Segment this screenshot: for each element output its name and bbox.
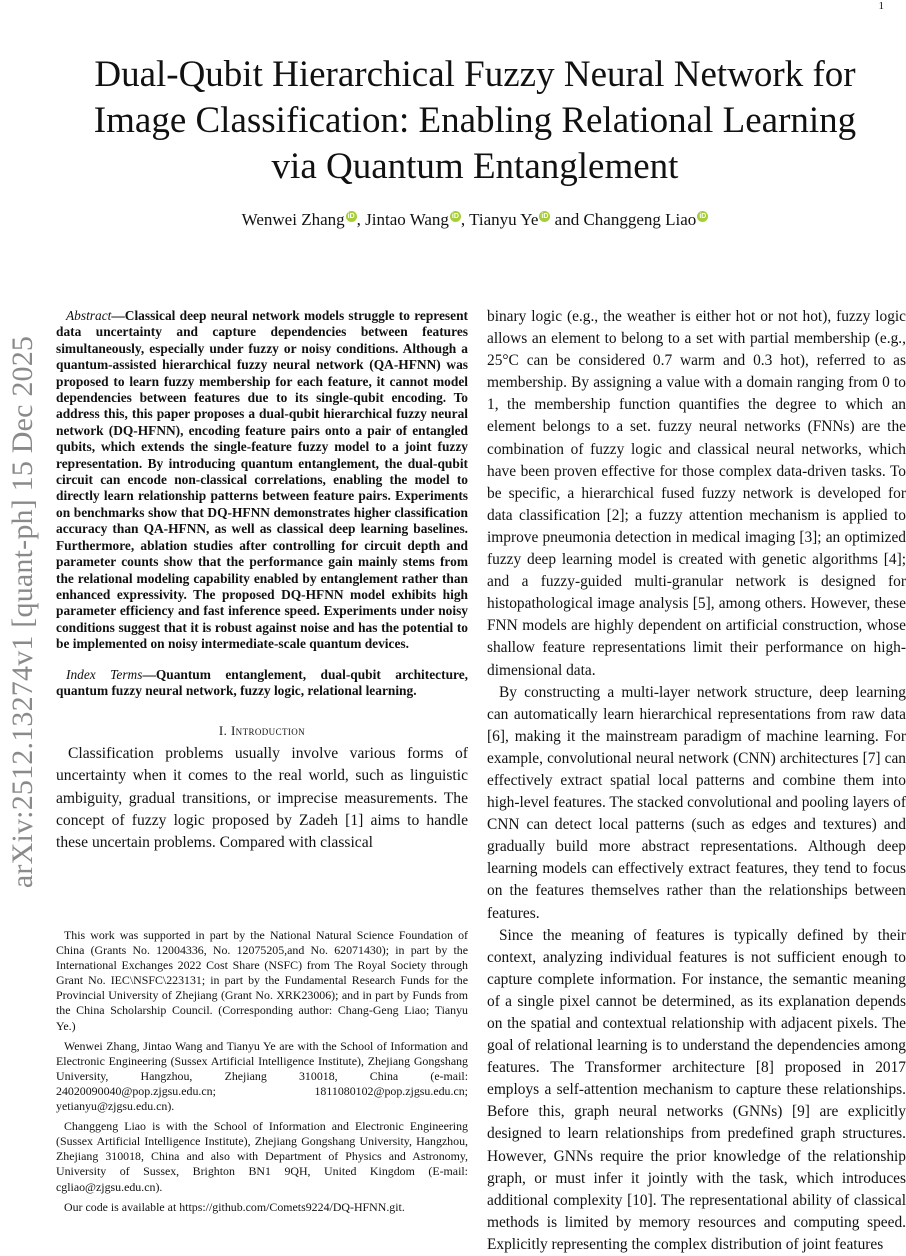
author-name: Tianyu Ye — [469, 210, 539, 229]
title-line: Dual-Qubit Hierarchical Fuzzy Neural Network for — [94, 54, 856, 95]
footnote-affiliation: Wenwei Zhang, Jintao Wang and Tianyu Ye are with the School of Information and Electronic Engineering (Sussex Artificial Intelligence Institute), Zhejiang Gongshang University, Hangzhou, Zhejiang 310018, China (e-mail: 24020090040@pop.zjgsu.edu.cn; 1811080102@pop.zjgsu.edu.cn; yetianyu@zjgsu.edu.cn). — [56, 1038, 468, 1114]
author-separator: , — [460, 210, 470, 229]
title-line: via Quantum Entanglement — [271, 146, 679, 187]
section-heading-introduction: I. Introduction — [218, 723, 306, 739]
page-number: 1 — [878, 0, 884, 12]
orcid-icon[interactable]: iD — [451, 213, 459, 221]
index-terms-dash: — — [142, 666, 156, 682]
body-paragraph: Classification problems usually involve various forms of uncertainty when it comes to the real world, such as linguistic ambiguity, gradual transitions, or imprecise measurements. The concept of fuzzy logic proposed by Zadeh [1] aims to handle these uncertain problems. Compared with classical — [56, 745, 468, 851]
body-paragraph: By constructing a multi-layer network structure, deep learning can automatically learn hierarchical representations from raw data [6], making it the mainstream paradigm of machine learning. For example, convolutional neural network (CNN) architectures [7] can effectively extract spatial local patterns and combine them into high-level features. The stacked convolutional and pooling layers of CNN can detect local patterns (such as edges and textures) and gradually build more abstract representations. Although deep learning models can effectively extract features, they tend to focus on the features themselves rather than the relationships between features. — [487, 683, 906, 922]
abstract — [56, 308, 468, 653]
orcid-icon[interactable]: iD — [347, 213, 355, 221]
author-list — [40, 210, 906, 230]
abstract-label: Abstract — [66, 308, 112, 323]
index-terms-text: Quantum entanglement, dual-qubit architecture, quantum fuzzy neural network, fuzzy logic, relational learning. — [56, 666, 469, 698]
paper-title — [40, 52, 906, 190]
author-separator: and — [550, 210, 584, 229]
code-note-prefix: Our code is available at — [64, 1199, 180, 1214]
left-column — [56, 308, 468, 854]
footnote-code-availability — [56, 1200, 468, 1215]
body-paragraph: binary logic (e.g., the weather is either hot or not hot), fuzzy logic allows an element to belong to a set with partial membership (e.g., 25°C can be considered 0.7 warm and 0.3 hot), referred to as membership. By assigning a value with a domain ranging from 0 to 1, the membership function quantifies the degree to which an element belongs to a set. fuzzy neural networks (FNNs) are the combination of fuzzy logic and classical neural networks, which have been proven effective for those complex data-driven tasks. To be specific, a hierarchical fused fuzzy network is developed for data classification [2]; a fuzzy attention mechanism is applied to improve pneumonia detection in medical imaging [3]; an optimized fuzzy deep learning model is created with genetic algorithms [4]; and a fuzzy-guided multi-granular network is designed for histopathological image analysis [5], among others. However, these FNN models are highly dependent on artificial construction, whose shallow feature representations limit their performance on high-dimensional data. — [487, 308, 906, 679]
orcid-icon[interactable]: iD — [699, 213, 707, 221]
arxiv-identifier-stamp — [6, 292, 40, 932]
abstract-text: Classical deep neural network models struggle to represent data uncertainty and capture dependencies between features simultaneously, especially under fuzzy or noisy conditions. Although a quantum-assisted hierarchical fuzzy neural network (QA-HFNN) was proposed to learn fuzzy membership for each feature, it cannot model dependencies between features due to its single-qubit encoding. To address this, this paper proposes a dual-qubit hierarchical fuzzy neural network (DQ-HFNN), encoding feature pairs onto a pair of entangled qubits, which extends the single-feature fuzzy model to a joint fuzzy representation. By introducing quantum entanglement, the dual-qubit circuit can encode non-classical correlations, enabling the model to directly learn relationship patterns between feature pairs. Experiments on benchmarks show that DQ-HFNN demonstrates higher classification accuracy than QA-HFNN, as well as classical deep learning baselines. Furthermore, ablation studies after controlling for circuit depth and parameter counts show that the performance gain mainly stems from the relational modeling capability enabled by entanglement rather than enhanced expressivity. The proposed DQ-HFNN model exhibits high parameter efficiency and fast inference speed. Experiments under noisy conditions suggest that it is robust against noise and has the potential to be implemented on noisy intermediate-scale quantum devices. — [56, 308, 468, 652]
right-column — [487, 306, 906, 1256]
footnotes — [56, 928, 468, 1220]
index-terms-label: Index Terms — [66, 666, 143, 682]
author-name: Wenwei Zhang — [241, 210, 345, 229]
author-separator: , — [356, 210, 366, 229]
footnote-funding: This work was supported in part by the National Natural Science Foundation of China (Grants No. 12004336, No. 12075205,and No. 62071430); in part by the International Exchanges 2022 Cost Share (NSFC) from The Royal Society through Grant No. IEC\NSFC\223131; in part by the Fundamental Research Funds for the Provincial University of Zhejiang (Grant No. XRK23006); and in part by Funds from the China Scholarship Council. (Corresponding author: Chang-Geng Liao; Tianyu Ye.) — [56, 928, 468, 1033]
abstract-dash: — — [111, 308, 125, 323]
arxiv-identifier-text: arXiv:2512.13274v1 [quant-ph] 15 Dec 2025 — [6, 335, 40, 889]
orcid-icon[interactable]: iD — [541, 213, 549, 221]
author-name: Jintao Wang — [365, 210, 449, 229]
body-paragraph: Since the meaning of features is typically defined by their context, analyzing individual features is not sufficient enough to capture complete information. For instance, the semantic meaning of a single pixel cannot be determined, as its explanation depends on the spatial and contextual relationship with adjacent pixels. The goal of relational learning is to understand the dependencies among features. The Transformer architecture [8] proposed in 2017 employs a self-attention mechanism to capture these relationships. Before this, graph neural networks (GNNs) [9] are explicitly designed to learn relationships from predefined graph structures. However, GNNs require the prior knowledge of the relationship graph, or must infer it jointly with the task, which introduces additional complexity [10]. The representational ability of classical methods is limited by memory resources and computing speed. Explicitly representing the complex distribution of joint features — [487, 926, 906, 1253]
author-name: Changgeng Liao — [583, 210, 697, 229]
code-repository-link[interactable]: https://github.com/Comets9224/DQ-HFNN.git. — [179, 1199, 405, 1214]
title-line: Image Classification: Enabling Relational Learning — [93, 100, 857, 141]
index-terms — [56, 667, 468, 700]
footnote-affiliation: Changgeng Liao is with the School of Information and Electronic Engineering (Sussex Artificial Intelligence Institute), Zhejiang Gongshang University, Hangzhou, Zhejiang 310018, China and also with Department of Physics and Astronomy, University of Sussex, Brighton BN1 9QH, United Kingdom (E-mail: cgliao@zjgsu.edu.cn). — [56, 1119, 468, 1194]
